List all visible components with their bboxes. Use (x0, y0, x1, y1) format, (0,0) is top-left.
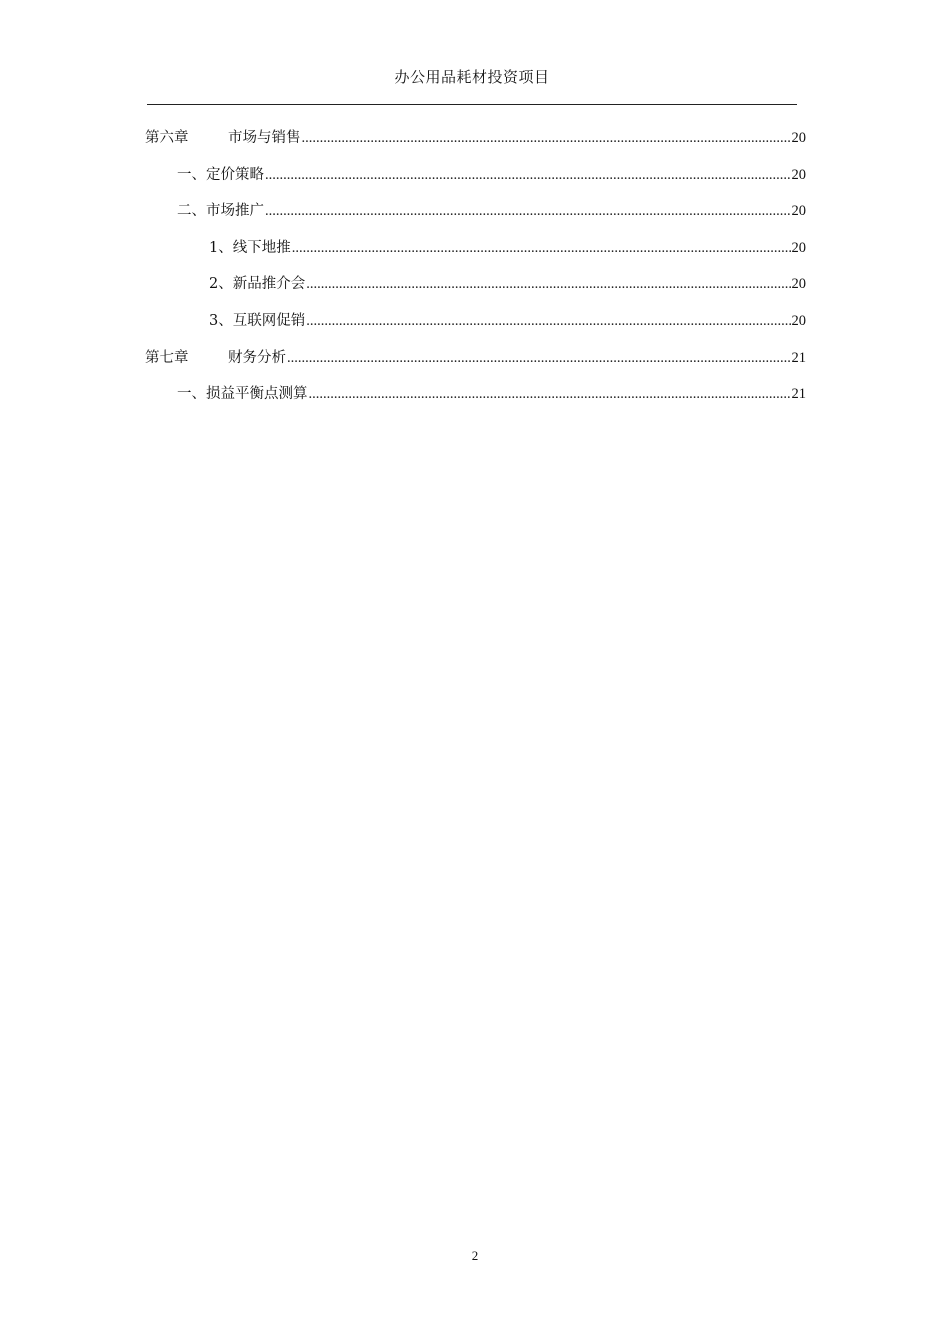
toc-page-number: 21 (791, 349, 806, 366)
toc-entry-chapter-6[interactable] (145, 125, 806, 162)
toc-page-number: 20 (791, 203, 806, 220)
toc-entry-title: 一、损益平衡点测算 (177, 386, 308, 403)
toc-chapter-number: 第七章 (145, 349, 189, 366)
page-header-title: 办公用品耗材投资项目 (394, 68, 550, 86)
toc-dot-leader (302, 125, 791, 151)
toc-dot-leader (287, 345, 791, 371)
toc-page-number: 20 (791, 239, 806, 256)
page-number-footer: 2 (471, 1248, 479, 1263)
toc-entry-chapter-7[interactable] (145, 345, 806, 382)
toc-entry-title: 1、线下地推 (209, 239, 291, 256)
toc-dot-leader (306, 271, 790, 297)
toc-dot-leader (309, 381, 791, 407)
toc-entry-title: 二、市场推广 (177, 203, 264, 220)
toc-entry-product-launch[interactable] (145, 271, 806, 308)
toc-chapter-number: 第六章 (145, 130, 189, 146)
toc-page-number: 21 (791, 386, 806, 403)
table-of-contents (145, 125, 806, 418)
toc-entry-pricing-strategy[interactable] (145, 162, 806, 199)
toc-entry-market-promotion[interactable] (145, 198, 806, 235)
toc-page-number: 20 (791, 276, 806, 293)
toc-entry-break-even-analysis[interactable] (145, 381, 806, 418)
toc-dot-leader (292, 235, 791, 261)
toc-page-number: 20 (791, 130, 806, 146)
toc-dot-leader (265, 162, 791, 188)
toc-entry-title: 市场与销售 (228, 130, 301, 146)
toc-entry-title: 一、定价策略 (177, 166, 264, 183)
header-divider (147, 104, 797, 105)
toc-entry-title: 2、新品推介会 (209, 276, 306, 293)
toc-entry-title: 财务分析 (228, 349, 286, 366)
toc-page-number: 20 (791, 166, 806, 183)
toc-entry-internet-promotion[interactable] (145, 308, 806, 345)
toc-entry-title: 3、互联网促销 (209, 312, 306, 329)
toc-dot-leader (265, 198, 791, 224)
toc-entry-offline-promotion[interactable] (145, 235, 806, 272)
toc-dot-leader (306, 308, 790, 334)
toc-page-number: 20 (791, 312, 806, 329)
